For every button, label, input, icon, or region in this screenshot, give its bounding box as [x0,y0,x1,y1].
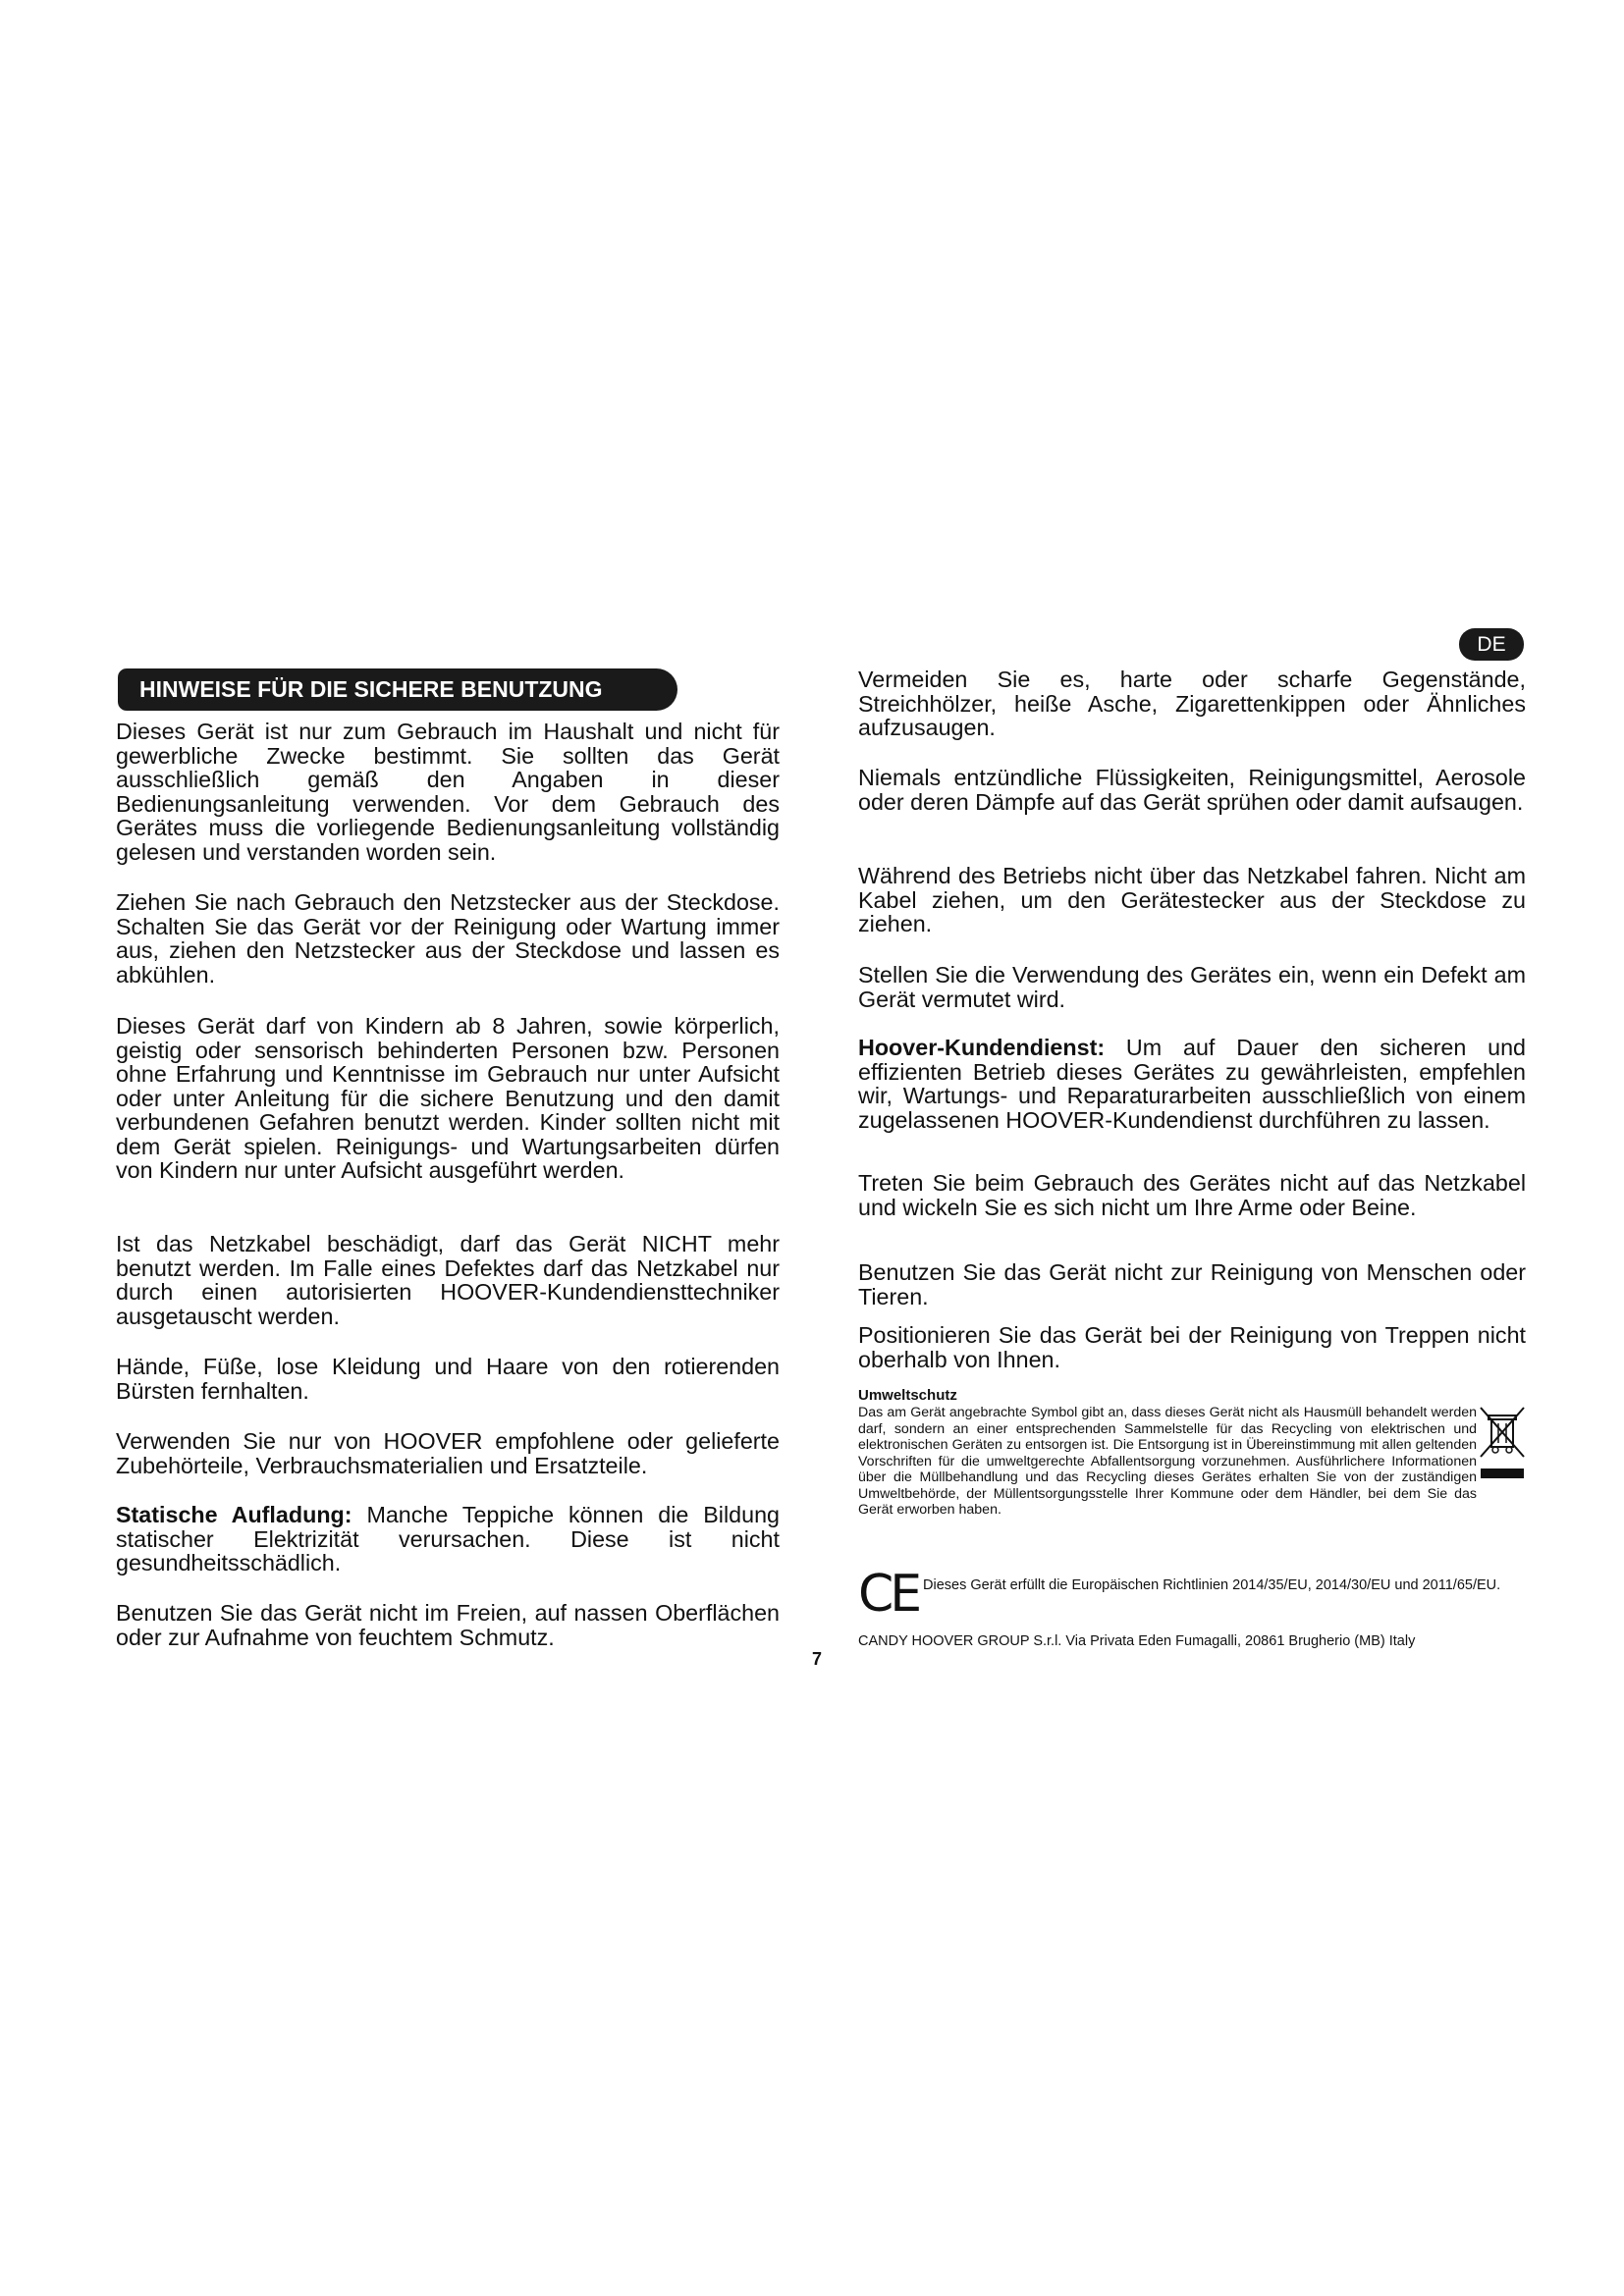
service-text: Um auf Dauer den sicheren und effizienten Betrieb dieses Gerätes zu gewährleisten, empfehlen wir, Wartungs- und Reparaturarbeiten ausschließlich von einem zugelassenen HOOVER-Kundendienst durchführen zu lassen. [858,1035,1526,1133]
company-address: CANDY HOOVER GROUP S.r.l. Via Privata Eden Fumagalli, 20861 Brugherio (MB) Italy [858,1633,1416,1649]
paragraph-accessories: Verwenden Sie nur von HOOVER empfohlene oder gelieferte Zubehörteile, Verbrauchsmaterialien und Ersatzteile. [116,1428,780,1478]
paragraph-outdoor: Benutzen Sie das Gerät nicht im Freien, auf nassen Oberflächen oder zur Aufnahme von feuchtem Schmutz. [116,1600,780,1650]
paragraph-household-use: Dieses Gerät ist nur zum Gebrauch im Haushalt und nicht für gewerbliche Zwecke bestimmt. Sie sollten das Gerät ausschließlich gemäß den Angaben in dieser Bedienungsanleitung verwenden. Vor dem Gebrauch des Gerätes muss die vorliegende Bedienungsanleitung vollständig gelesen und verstanden worden sein. [116,719,780,865]
static-lead: Statische Aufladung: [116,1502,352,1527]
paragraph-unplug: Ziehen Sie nach Gebrauch den Netzstecker aus der Steckdose. Schalten Sie das Gerät vor der Reinigung oder Wartung immer aus, ziehen den Netzstecker aus der Steckdose und lassen es abkühlen. [116,889,780,988]
paragraph-defect: Stellen Sie die Verwendung des Gerätes ein, wenn ein Defekt am Gerät vermutet wird. [858,962,1526,1012]
service-lead: Hoover-Kundendienst: [858,1035,1106,1060]
ce-mark-label: CE [858,1565,919,1624]
weee-bin-icon [1479,1406,1526,1484]
paragraph-damaged-cable: Ist das Netzkabel beschädigt, darf das Gerät NICHT mehr benutzt werden. Im Falle eines Defektes darf das Netzkabel nur durch einen autorisierten HOOVER-Kundendiensttechniker ausgetauscht werden. [116,1231,780,1329]
paragraph-children: Dieses Gerät darf von Kindern ab 8 Jahren, sowie körperlich, geistig oder sensorisch behinderten Personen bzw. Personen ohne Erfahrung und Kenntnisse im Gebrauch nur unter Aufsicht oder unter Anleitung für die sichere Benutzung und den damit verbundenen Gefahren benutzt werden. Kinder sollten nicht mit dem Gerät spielen. Reinigungs- und Wartungsarbeiten dürfen von Kindern nur unter Aufsicht ausgeführt werden. [116,1013,780,1183]
environment-title: Umweltschutz [858,1387,957,1404]
paragraph-cable-driving: Während des Betriebs nicht über das Netzkabel fahren. Nicht am Kabel ziehen, um den Gerätestecker aus der Steckdose zu ziehen. [858,863,1526,936]
ce-text: Dieses Gerät erfüllt die Europäischen Richtlinien 2014/35/EU, 2014/30/EU und 2011/65/EU. [923,1577,1501,1593]
paragraph-flammable: Niemals entzündliche Flüssigkeiten, Reinigungsmittel, Aerosole oder deren Dämpfe auf das Gerät sprühen oder damit aufsaugen. [858,765,1526,815]
section-title: HINWEISE FÜR DIE SICHERE BENUTZUNG [118,668,677,711]
paragraph-people-animals: Benutzen Sie das Gerät nicht zur Reinigung von Menschen oder Tieren. [858,1259,1526,1309]
paragraph-brushes: Hände, Füße, lose Kleidung und Haare von den rotierenden Bürsten fernhalten. [116,1354,780,1404]
paragraph-hard-objects: Vermeiden Sie es, harte oder scharfe Gegenstände, Streichhölzer, heiße Asche, Zigarettenkippen oder Ähnliches aufzusaugen. [858,667,1526,740]
environment-text: Das am Gerät angebrachte Symbol gibt an, dass dieses Gerät nicht als Hausmüll behandelt werden darf, sondern an einer entsprechenden Sammelstelle für das Recycling von elektrischen und elektronischen Geräten zu entsorgen ist. Die Entsorgung ist in Übereinstimmung mit allen geltenden Vorschriften für die umweltgerechte Abfallentsorgung vorzunehmen. Ausführlichere Informationen über die Müllbehandlung und das Recycling dieses Gerätes erhalten Sie von der zuständigen Umweltbehörde, der Müllentsorgungsstelle Ihrer Kommune oder dem Händler, bei dem Sie das Gerät erworben haben. [858,1405,1477,1518]
paragraph-cable-step: Treten Sie beim Gebrauch des Gerätes nicht auf das Netzkabel und wickeln Sie es sich nicht um Ihre Arme oder Beine. [858,1170,1526,1220]
paragraph-static [116,1503,780,1575]
ce-mark-icon [858,1565,919,1624]
paragraph-service [858,1036,1526,1132]
page-number: 7 [812,1649,823,1669]
static-text: Manche Teppiche können die Bildung statischer Elektrizität verursachen. Diese ist nicht gesundheitsschädlich. [116,1502,780,1575]
paragraph-stairs: Positionieren Sie das Gerät bei der Reinigung von Treppen nicht oberhalb von Ihnen. [858,1322,1526,1372]
language-badge: DE [1459,628,1524,661]
